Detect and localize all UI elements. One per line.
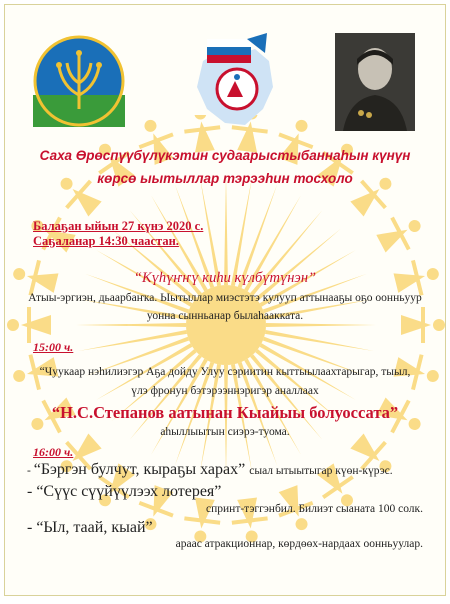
event3-item3-desc: араас атракционнар, көрдөөх-нардаах оонньуулар. [175,538,423,550]
poster-title-line1: Саха Өрөспүүбүлүкэтин судаарыстыбаннаһын күнүн [39,148,411,163]
event1-description: Атыы-эргиэн, дьаарбаҥка. Ыытыллар миэстэтэ кулууп аттынааҕы оҕо оонньуур уонна сынньанар былаһаакката. [28,292,422,322]
veteran-portrait [335,33,415,131]
ornament-ray [224,175,228,285]
event3-item1-title: “Бэргэн булчут, кыраҕы харах” [33,461,246,478]
poster-page [4,4,446,596]
event1-title: “Күһүҥҥү киһи күлбүтүнэн” [133,270,317,286]
event3-item2-title: “Сүүс сүүйүүлээх лотерея” [36,483,222,500]
event2-intro: “Чуукаар нэһилиэгэр Аҕа дойду Улуу сэриитин кыттыылаахтарыгар, тыыл, [39,366,411,378]
event2-after: аһыллыытын сиэрэ-туома. [160,426,290,438]
event3-item1-desc: сыал ытыытыгар күөн-күрэс. [249,465,393,477]
event3-item3-title: “Ыл, таай, кыай” [36,519,153,536]
dancer-figure [373,207,429,259]
event3-item2: - “Сүүс сүүйүүлээх лотерея” [27,483,222,500]
event2-contest-name: “Н.С.Степанов аатынан Кыайыы болуоссата” [51,403,399,422]
event3-item1: - “Бэргэн булчут, кыраҕы харах” сыал ытыытыгар күөн-күрэс. [27,461,393,478]
event2-intro-2: үлэ фронун бэтэрээннэригэр аналлаах [131,385,319,397]
village-coat-of-arms-icon [33,35,125,127]
event2-time: 15:00 ч. [33,340,74,354]
event3-item2-desc: спринт-тэггэнбил. Билиэт сыаната 100 солк. [206,503,423,515]
ornament-ray [78,330,187,351]
event-date: Балаҕан ыйын 27 күнэ 2020 с. [33,219,204,233]
ornament-ray [265,330,374,351]
event3-time: 16:00 ч. [33,445,74,459]
poster-title-line2: көрсө ыытыллар тэрээһин тосхоло [97,171,353,186]
sakha-republic-emblem-icon [185,31,285,135]
start-time: Саҕаланар 14:30 чаастан. [33,234,179,248]
event3-item3: - “Ыл, таай, кыай” [27,519,153,536]
